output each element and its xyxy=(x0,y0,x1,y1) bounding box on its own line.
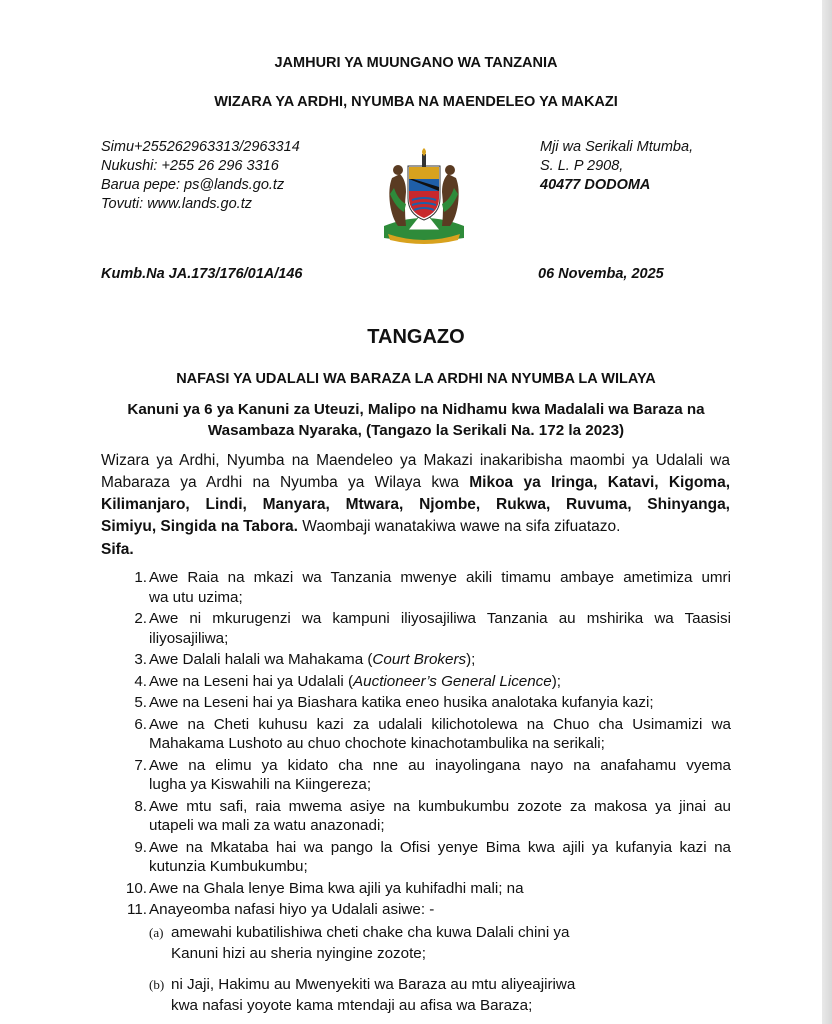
item-number: 3. xyxy=(134,651,147,668)
qualification-item xyxy=(101,609,731,648)
address-block xyxy=(540,138,693,195)
intro-line xyxy=(101,472,730,494)
intro-line xyxy=(101,516,730,538)
item-text: Awe na Ghala lenye Bima kwa ajili ya kuhifadhi mali; na xyxy=(149,879,524,897)
item-text xyxy=(149,650,731,670)
country-header: JAMHURI YA MUUNGANO WA TANZANIA xyxy=(274,55,558,71)
item-text-italic: Court Brokers xyxy=(372,651,467,668)
address-line-1: Mji wa Serikali Mtumba, xyxy=(540,139,694,155)
phone-line: Simu+255262963313/2963314 xyxy=(101,139,300,155)
qualification-item xyxy=(101,838,731,877)
regions-line: Kilimanjaro, Lindi, Manyara, Mtwara, Njombe, Rukwa, Ruvuma, Shinyanga, xyxy=(101,496,730,513)
coat-of-arms-icon xyxy=(378,148,470,244)
item-number: 1. xyxy=(134,569,147,586)
item-text: wa utu uzima; xyxy=(149,588,243,606)
item-text: Mahakama Lushoto au chuo chochote kinachotambulika na serikali; xyxy=(149,735,605,752)
subitem-label: (b) xyxy=(149,976,165,992)
item-number: 4. xyxy=(134,672,147,690)
qualification-item xyxy=(101,650,731,670)
item-number: 6. xyxy=(134,715,147,733)
item-text xyxy=(149,672,731,692)
item-number: 11. xyxy=(127,901,147,918)
item-text: iliyosajiliwa; xyxy=(149,629,229,647)
item-text: utapeli wa mali za watu anazonadi; xyxy=(149,817,385,834)
item-text: Anayeomba nafasi hiyo ya Udalali asiwe: - xyxy=(149,901,435,918)
qualification-subitem xyxy=(101,922,731,964)
item-text: kutunzia Kumbukumbu; xyxy=(149,858,308,875)
item-text: Awe Raia na mkazi wa Tanzania mwenye akili timamu ambaye ametimiza umri xyxy=(149,569,731,586)
address-line-2: S. L. P 2908, xyxy=(540,158,624,174)
intro-text: Waombaji wanatakiwa wawe na sifa zifuatazo. xyxy=(297,518,621,535)
item-number: 2. xyxy=(134,610,147,627)
qualification-item xyxy=(101,797,731,836)
item-text: Awe mtu safi, raia mwema asiye na kumbukumbu zozote za makosa ya jinai au xyxy=(149,797,731,815)
item-text: Awe ni mkurugenzi wa kampuni iliyosajiliwa Tanzania au mshirika wa Taasisi xyxy=(149,610,731,627)
item-text: Awe na elimu ya kidato cha nne au inayolingana nayo na anafahamu vyema xyxy=(149,756,731,774)
item-number: 8. xyxy=(134,797,147,815)
item-text-italic: Auctioneer’s General Licence xyxy=(353,672,552,690)
qualification-item xyxy=(101,693,731,713)
website-line: Tovuti: www.lands.go.tz xyxy=(101,196,252,212)
qualification-item xyxy=(101,715,731,754)
notice-subtitle: NAFASI YA UDALALI WA BARAZA LA ARDHI NA NYUMBA LA WILAYA xyxy=(176,371,656,387)
notice-title: TANGAZO xyxy=(367,326,465,348)
item-number: 9. xyxy=(134,838,147,856)
rule-line-2: Wasambaza Nyaraka, (Tangazo la Serikali Na. 172 la 2023) xyxy=(207,422,625,439)
item-text-part: ); xyxy=(551,672,561,690)
subitem-text: amewahi kubatilishiwa cheti chake cha kuwa Dalali chini ya xyxy=(171,923,570,941)
subitem-text: ni Jaji, Hakimu au Mwenyekiti wa Baraza au mtu aliyeajiriwa xyxy=(171,975,576,993)
qualification-item xyxy=(101,672,731,692)
regions-text: Simiyu, Singida na Tabora. xyxy=(101,518,298,535)
subitem-label: (a) xyxy=(149,924,164,940)
item-number: 10. xyxy=(125,879,147,897)
item-number: 5. xyxy=(134,694,147,711)
contact-block xyxy=(101,138,300,214)
intro-paragraph xyxy=(101,450,730,538)
item-text-part: Awe Dalali halali wa Mahakama ( xyxy=(149,651,373,668)
email-line: Barua pepe: ps@lands.go.tz xyxy=(101,177,285,193)
fax-line: Nukushi: +255 26 296 3316 xyxy=(101,158,279,174)
qualifications-heading: Sifa. xyxy=(101,541,134,558)
item-text-part: ); xyxy=(466,651,476,668)
qualification-item xyxy=(101,879,731,899)
intro-line: Wizara ya Ardhi, Nyumba na Maendeleo ya Makazi inakaribisha maombi ya Udalali wa xyxy=(101,452,730,469)
ministry-header: WIZARA YA ARDHI, NYUMBA NA MAENDELEO YA MAKAZI xyxy=(214,94,618,110)
item-text-part: Awe na Leseni hai ya Udalali ( xyxy=(149,672,354,690)
qualifications-list xyxy=(101,568,731,1016)
subitem-text: Kanuni hizi au sheria nyingine zozote; xyxy=(171,944,426,962)
subitem-text: kwa nafasi yoyote kama mtendaji au afisa wa Baraza; xyxy=(171,996,533,1014)
regions-text: Mikoa ya Iringa, Katavi, Kigoma, xyxy=(469,474,731,491)
address-line-3: 40477 DODOMA xyxy=(540,177,651,193)
item-number: 7. xyxy=(134,756,147,774)
item-text: lugha ya Kiswahili na Kiingereza; xyxy=(149,776,372,793)
item-text: Awe na Cheti kuhusu kazi za udalali kilichotolewa na Chuo cha Usimamizi wa xyxy=(149,715,731,733)
intro-text: Mabaraza ya Ardhi na Nyumba ya Wilaya kwa xyxy=(101,474,470,491)
item-text: Awe na Leseni hai ya Biashara katika eneo husika analotaka kufanyia kazi; xyxy=(149,694,654,711)
qualification-subitem xyxy=(101,974,731,1016)
qualification-item xyxy=(101,568,731,607)
item-text: Awe na Mkataba hai wa pango la Ofisi yenye Bima kwa ajili ya kufanyia kazi na xyxy=(149,838,731,856)
reference-number: Kumb.Na JA.173/176/01A/146 xyxy=(101,266,303,282)
rule-line-1: Kanuni ya 6 ya Kanuni za Uteuzi, Malipo na Nidhamu kwa Madalali wa Baraza na xyxy=(127,401,705,418)
qualification-item xyxy=(101,900,731,920)
letter-date: 06 Novemba, 2025 xyxy=(538,266,664,282)
page-edge xyxy=(822,0,832,1024)
qualification-item xyxy=(101,756,731,795)
